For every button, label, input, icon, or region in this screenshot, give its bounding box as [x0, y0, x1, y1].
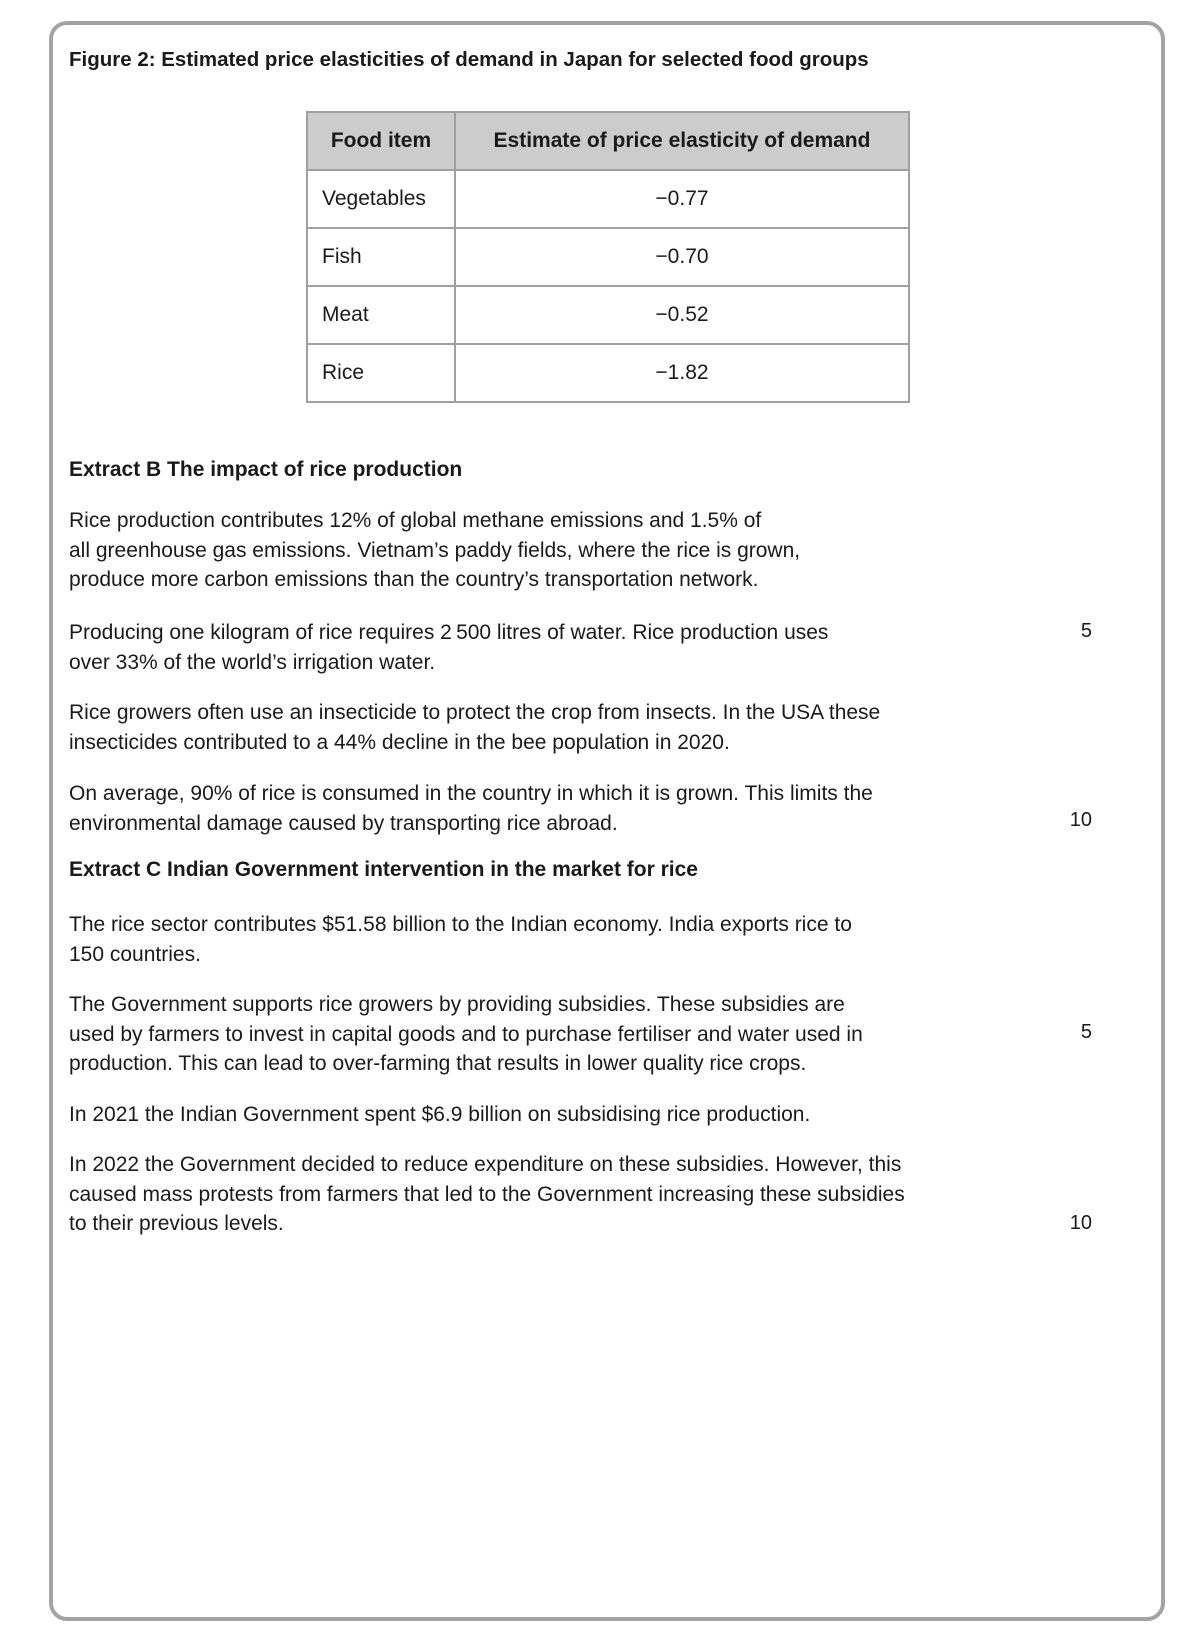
column-header: Food item — [307, 112, 455, 170]
text-line: The rice sector contributes $51.58 billion to the Indian economy. India exports rice to — [69, 913, 852, 936]
paragraph — [69, 1100, 810, 1130]
line-number: 10 — [1069, 1212, 1092, 1234]
food-item: Vegetables — [307, 170, 455, 228]
elasticity-value: −0.70 — [455, 228, 909, 286]
paragraph — [69, 990, 863, 1079]
text-line: In 2021 the Indian Government spent $6.9 billion on subsidising rice production. — [69, 1103, 811, 1126]
text-line: Rice growers often use an insecticide to protect the crop from insects. In the USA these — [69, 701, 881, 724]
text-line: caused mass protests from farmers that led to the Government increasing these subsidies — [69, 1182, 905, 1206]
text-line: used by farmers to invest in capital goods and to purchase fertiliser and water used in — [69, 1022, 863, 1046]
food-item: Meat — [307, 286, 455, 344]
text-line: Producing one kilogram of rice requires 2 500 litres of water. Rice production uses — [69, 621, 829, 644]
line-number: 10 — [1069, 809, 1092, 831]
text-line: produce more carbon emissions than the country’s transportation network. — [69, 568, 759, 591]
text-line: environmental damage caused by transporting rice abroad. — [69, 811, 618, 835]
paragraph — [69, 698, 880, 757]
table-row — [307, 286, 909, 344]
table-row — [307, 344, 909, 402]
extract-c-heading: Extract C Indian Government intervention in the market for rice — [69, 858, 698, 881]
text-line: Rice production contributes 12% of global methane emissions and 1.5% of — [69, 509, 762, 532]
text-line: over 33% of the world’s irrigation water. — [69, 650, 436, 674]
elasticity-value: −0.52 — [455, 286, 909, 344]
table-row — [307, 228, 909, 286]
paragraph — [69, 1150, 905, 1239]
text-line: On average, 90% of rice is consumed in the country in which it is grown. This limits the — [69, 782, 873, 805]
food-item: Rice — [307, 344, 455, 402]
line-number: 5 — [1080, 620, 1092, 642]
food-item: Fish — [307, 228, 455, 286]
text-line: 150 countries. — [69, 942, 201, 966]
figure-title: Figure 2: Estimated price elasticities of demand in Japan for selected food groups — [69, 48, 869, 71]
text-line: In 2022 the Government decided to reduce expenditure on these subsidies. However, this — [69, 1153, 902, 1176]
text-line: to their previous levels. — [69, 1212, 284, 1235]
text-line: all greenhouse gas emissions. Vietnam’s paddy fields, where the rice is grown, — [69, 538, 801, 562]
paragraph — [69, 618, 828, 677]
text-line: The Government supports rice growers by providing subsidies. These subsidies are — [69, 993, 845, 1016]
line-number: 5 — [1080, 1021, 1092, 1043]
paragraph — [69, 910, 852, 969]
table-header-row — [307, 112, 909, 170]
elasticity-table — [306, 111, 910, 403]
elasticity-value: −0.77 — [455, 170, 909, 228]
column-header: Estimate of price elasticity of demand — [455, 112, 909, 170]
extract-b-heading: Extract B The impact of rice production — [69, 458, 463, 481]
paragraph — [69, 779, 873, 838]
elasticity-value: −1.82 — [455, 344, 909, 402]
table-row — [307, 170, 909, 228]
paragraph — [69, 506, 800, 595]
text-line: insecticides contributed to a 44% decline in the bee population in 2020. — [69, 730, 730, 754]
text-line: production. This can lead to over-farming that results in lower quality rice crops. — [69, 1052, 807, 1075]
